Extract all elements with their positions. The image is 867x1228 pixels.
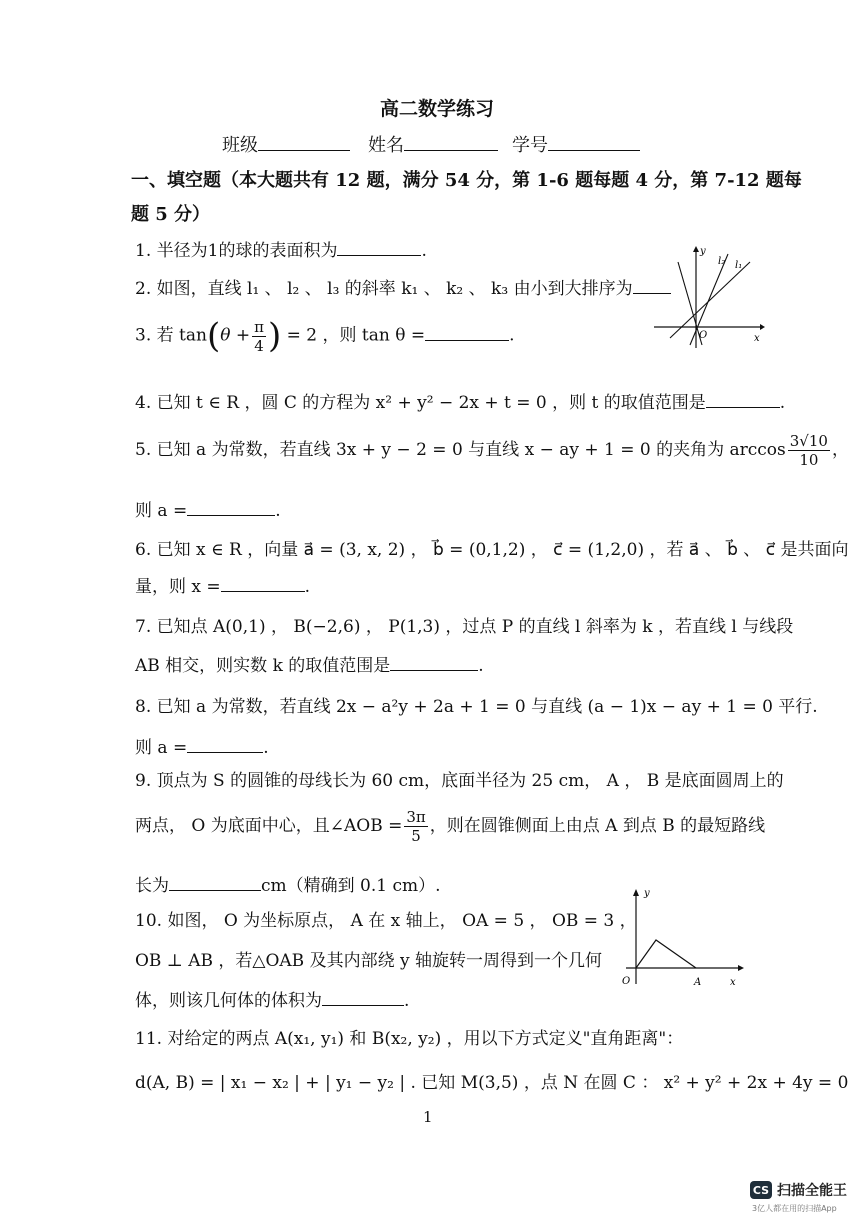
question-1-end: .: [421, 241, 427, 261]
question-10-line2: OB ⊥ AB ，若△OAB 及其内部绕 y 轴旋转一周得到一个几何: [135, 951, 602, 971]
frac-num: 3√10: [789, 432, 828, 450]
figure-q10-triangle: [612, 884, 752, 994]
answer-blank-7[interactable]: [390, 656, 478, 671]
question-9-line2-post: ，则在圆锥侧面上由点 A 到点 B 的最短路线: [429, 816, 766, 836]
fig10-y-label: y: [644, 888, 650, 899]
question-7-line2: [135, 651, 484, 676]
question-4: [135, 388, 785, 413]
question-1: [135, 236, 427, 261]
question-10-line3: [135, 986, 409, 1011]
question-6: 6. 已知 x ∈ R ，向量 a⃗ = (3, x, 2) ， b⃗ = (0,1,2) ， c⃗ = (1,2,0) ，若 a⃗ 、 b⃗ 、 c⃗ 是共面向: [135, 540, 849, 560]
question-9-line3: [135, 871, 441, 896]
fig2-x-label: x: [754, 333, 760, 344]
name-field: [368, 131, 498, 157]
class-blank[interactable]: [258, 136, 350, 151]
answer-blank-9[interactable]: [169, 876, 261, 891]
name-blank[interactable]: [404, 136, 498, 151]
fig2-y-arrow: [693, 246, 699, 252]
scanner-watermark: [750, 1180, 847, 1200]
question-3-end: .: [509, 325, 515, 346]
class-label: 班级: [222, 135, 258, 156]
question-10: 10. 如图， O 为坐标原点， A 在 x 轴上， OA = 5 ， OB = 3 ，: [135, 911, 637, 931]
fig10-y-arrow: [633, 889, 639, 896]
question-7-line2-text: AB 相交，则实数 k 的取值范围是: [135, 656, 391, 676]
answer-blank-5[interactable]: [187, 501, 275, 516]
question-1-text: 1. 半径为1的球的表面积为: [135, 241, 338, 261]
question-9-line3-pre: 长为: [135, 876, 169, 896]
fig10-a-label: A: [694, 977, 702, 988]
page-number: 1: [423, 1108, 433, 1126]
student-id-field: [512, 131, 640, 157]
question-6-line2: [135, 572, 310, 597]
question-7: 7. 已知点 A(0,1) ， B(−2,6) ， P(1,3) ，过点 P 的直线 l 斜率为 k ，若直线 l 与线段: [135, 617, 794, 637]
section-heading-line2: 题 5 分）: [131, 204, 211, 225]
frac-den: 10: [799, 451, 819, 469]
question-9-line3-post: cm（精确到 0.1 cm）.: [261, 876, 441, 896]
section-heading-line1: 一、填空题（本大题共有 12 题，满分 54 分，第 1-6 题每题 4 分，第 7-12 题每: [131, 170, 802, 191]
camscanner-logo-icon: CS: [750, 1181, 772, 1199]
frac-den: 5: [411, 827, 421, 845]
frac-num: π: [254, 317, 264, 336]
figure-q2-lines: [650, 240, 765, 355]
watermark-name: 扫描全能王: [777, 1183, 847, 1199]
frac-den: 4: [254, 336, 264, 355]
question-9-line2-pre: 两点， O 为底面中心，且∠AOB =: [135, 816, 403, 836]
fig2-l1-label: l₁: [735, 260, 743, 271]
question-6-line2-text: 量，则 x =: [135, 577, 221, 597]
question-3-pre: 3. 若 tan: [135, 325, 207, 346]
answer-blank-8[interactable]: [187, 738, 263, 753]
answer-blank-10[interactable]: [322, 991, 404, 1006]
fig2-x-arrow: [760, 324, 765, 330]
watermark-subtitle: 3亿人都在用的扫描App: [752, 1204, 837, 1213]
fig10-x-label: x: [730, 977, 736, 988]
arccos-fraction: [788, 432, 830, 469]
question-2: [135, 274, 671, 299]
question-2-text: 2. 如图，直线 l₁ 、 l₂ 、 l₃ 的斜率 k₁ 、 k₂ 、 k₃ 由小到大排序为: [135, 279, 633, 299]
class-field: [222, 131, 350, 157]
question-3: 3. 若 tan(θ + $\frac{\pi}{4}$ ) = 2 ，则 tan θ = .: [135, 316, 515, 356]
answer-blank-1[interactable]: [337, 241, 421, 256]
answer-blank-4[interactable]: [706, 393, 780, 408]
question-4-text: 4. 已知 t ∈ R ，圆 C 的方程为 x² + y² − 2x + t = 0 ，则 t 的取值范围是: [135, 393, 706, 413]
page-title: 高二数学练习: [380, 98, 495, 120]
question-5: [135, 432, 849, 469]
question-6-end: .: [304, 577, 311, 597]
question-11: 11. 对给定的两点 A(x₁, y₁) 和 B(x₂, y₂) ，用以下方式定义"直角距离"：: [135, 1029, 684, 1049]
student-id-label: 学号: [512, 135, 548, 156]
fig10-x-arrow: [738, 965, 744, 971]
fig2-l2-label: l₂: [718, 256, 726, 267]
question-11-line2: d(A, B) = | x₁ − x₂ | + | y₁ − y₂ | . 已知 M(3,5) ，点 N 在圆 C ： x² + y² + 2x + 4y = 0: [135, 1073, 849, 1093]
question-8-line2-text: 则 a =: [135, 738, 188, 758]
question-7-end: .: [478, 656, 484, 676]
question-5-post: ，: [831, 440, 849, 460]
frac-num: 3π: [406, 808, 426, 826]
question-10-line3-text: 体，则该几何体的体积为: [135, 991, 322, 1011]
answer-blank-6[interactable]: [221, 577, 305, 592]
pi-over-4-fraction: [252, 318, 266, 355]
question-8-end: .: [263, 738, 269, 758]
answer-blank-3[interactable]: [425, 326, 509, 341]
question-5-end: .: [275, 501, 281, 521]
question-9-line2: [135, 808, 765, 845]
fig2-origin-label: O: [699, 330, 708, 341]
question-8-line2: [135, 733, 269, 758]
student-id-blank[interactable]: [548, 136, 640, 151]
question-4-end: .: [779, 393, 786, 413]
angle-fraction: [404, 808, 427, 845]
question-3-post: = 2 ，则 tan θ =: [286, 325, 426, 346]
name-label: 姓名: [368, 135, 404, 156]
question-10-end: .: [404, 991, 410, 1011]
question-3-theta: θ +: [220, 325, 251, 346]
question-5-line2: [135, 496, 281, 521]
question-5-line2-text: 则 a =: [135, 501, 188, 521]
fig2-y-label: y: [700, 246, 706, 257]
question-5-pre: 5. 已知 a 为常数，若直线 3x + y − 2 = 0 与直线 x − ay + 1 = 0 的夹角为 arccos: [135, 440, 786, 460]
question-9: 9. 顶点为 S 的圆锥的母线长为 60 cm，底面半径为 25 cm， A ， B 是底面圆周上的: [135, 771, 784, 791]
fig10-origin-label: O: [622, 976, 631, 987]
question-8: 8. 已知 a 为常数，若直线 2x − a²y + 2a + 1 = 0 与直线 (a − 1)x − ay + 1 = 0 平行.: [135, 697, 818, 717]
triangle-oab: [636, 940, 696, 968]
